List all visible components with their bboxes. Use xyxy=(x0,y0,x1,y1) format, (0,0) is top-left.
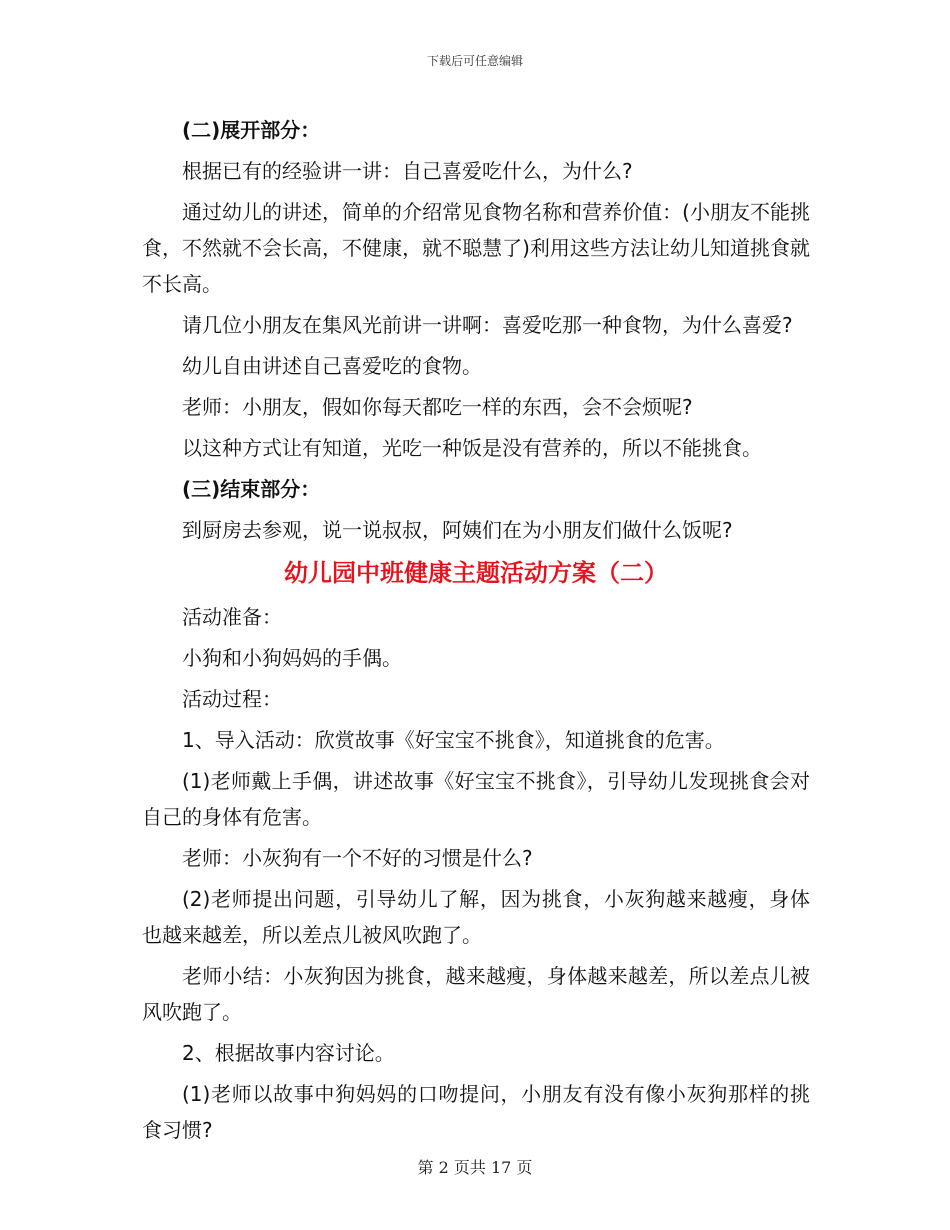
paragraph: (1)老师戴上手偶，讲述故事《好宝宝不挑食》，引导幼儿发现挑食会对自己的身体有危害。 xyxy=(142,769,810,829)
page-number: 第 2 页共 17 页 xyxy=(417,1158,533,1177)
document-body xyxy=(142,112,810,1153)
section-title: 幼儿园中班健康主题活动方案（二） xyxy=(284,559,668,587)
section-heading-expand: (二)展开部分： xyxy=(182,118,321,142)
paragraph: 以这种方式让有知道，光吃一种饭是没有营养的，所以不能挑食。 xyxy=(182,436,762,460)
paragraph: 活动过程： xyxy=(182,687,282,711)
paragraph: 老师：小朋友，假如你每天都吃一样的东西，会不会烦呢? xyxy=(182,395,693,419)
paragraph: 2、根据故事内容讨论。 xyxy=(182,1041,395,1065)
paragraph: 幼儿自由讲述自己喜爱吃的食物。 xyxy=(182,354,482,378)
paragraph: (1)老师以故事中狗妈妈的口吻提问，小朋友有没有像小灰狗那样的挑食习惯? xyxy=(142,1082,810,1142)
section-heading-end: (三)结束部分： xyxy=(182,477,321,501)
paragraph: 1、导入活动：欣赏故事《好宝宝不挑食》，知道挑食的危害。 xyxy=(182,728,725,752)
paragraph: 老师：小灰狗有一个不好的习惯是什么? xyxy=(182,846,533,870)
paragraph: 活动准备： xyxy=(182,605,282,629)
paragraph: 小狗和小狗妈妈的手偶。 xyxy=(182,646,402,670)
page-header-note: 下载后可任意编辑 xyxy=(426,54,523,68)
paragraph: 到厨房去参观，说一说叔叔，阿姨们在为小朋友们做什么饭呢? xyxy=(182,518,733,542)
paragraph: 老师小结：小灰狗因为挑食，越来越瘦，身体越来越差，所以差点儿被风吹跑了。 xyxy=(142,964,810,1024)
paragraph: 根据已有的经验讲一讲：自己喜爱吃什么，为什么? xyxy=(182,159,633,183)
paragraph: 通过幼儿的讲述，简单的介绍常见食物名称和营养价值：(小朋友不能挑食，不然就不会长高，不健康，就不聪慧了)利用这些方法让幼儿知道挑食就不长高。 xyxy=(142,200,810,296)
paragraph: 请几位小朋友在集风光前讲一讲啊：喜爱吃那一种食物，为什么喜爱? xyxy=(182,313,793,337)
paragraph: (2)老师提出问题，引导幼儿了解，因为挑食，小灰狗越来越瘦，身体也越来越差，所以差点儿被风吹跑了。 xyxy=(142,887,810,947)
